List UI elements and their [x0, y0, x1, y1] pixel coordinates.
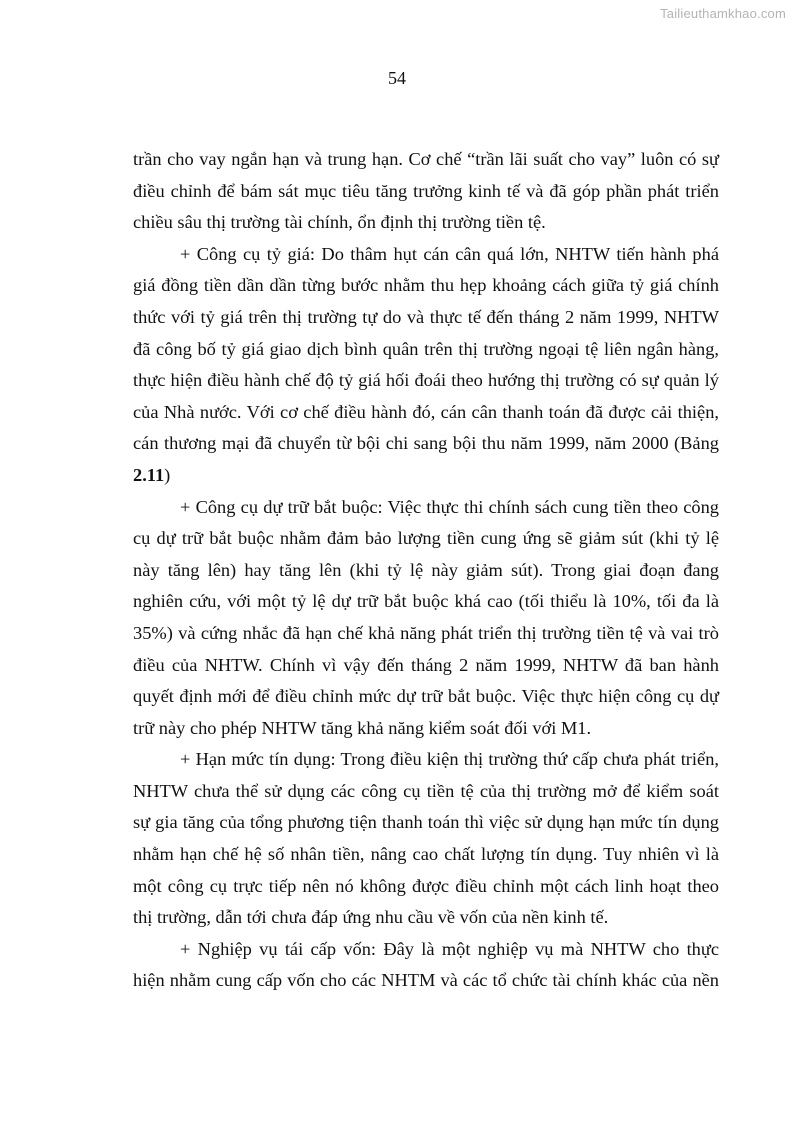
text-line: chiều sâu thị trường tài chính, ổn định thị trường tiền tệ. [133, 212, 546, 233]
text-line: trữ này cho phép NHTW tăng khả năng kiểm soát đối với M1. [133, 717, 592, 738]
table-reference: 2.11 [133, 464, 165, 485]
text-line: cụ dự trữ bắt buộc nhằm đảm bảo lượng tiền cung ứng sẽ giảm sút (khi tỷ lệ [133, 528, 719, 549]
watermark: Tailieuthamkhao.com [660, 6, 786, 21]
text-line [133, 460, 719, 492]
paragraph-start-line: + Nghiệp vụ tái cấp vốn: Đây là một nghiệp vụ mà NHTW cho thực [180, 938, 719, 959]
text-line: điều của NHTW. Chính vì vậy đến tháng 2 năm 1999, NHTW đã ban hành [133, 654, 719, 675]
text-line: sự gia tăng của tổng phương tiện thanh toán thì việc sử dụng hạn mức tín dụng [133, 812, 719, 833]
text-line: đã công bố tỷ giá giao dịch bình quân trên thị trường ngoại tệ liên ngân hàng, [133, 338, 719, 359]
text-line: nhằm hạn chế hệ số nhân tiền, nâng cao chất lượng tín dụng. Tuy nhiên vì là [133, 844, 719, 865]
text-line: nghiên cứu, với một tỷ lệ dự trữ bắt buộc khá cao (tối thiểu là 10%, tối đa là [133, 591, 719, 612]
text-line: thực hiện điều hành chế độ tỷ giá hối đoái theo hướng thị trường có sự quản lý [133, 370, 719, 391]
text-line: cán thương mại đã chuyển từ bội chi sang bội thu năm 1999, năm 2000 (Bảng [133, 433, 719, 454]
page-number: 54 [388, 68, 406, 88]
text-line: NHTW chưa thể sử dụng các công cụ tiền tệ của thị trường mở để kiểm soát [133, 780, 719, 801]
text-line: giá đồng tiền dần dần từng bước nhằm thu hẹp khoảng cách giữa tỷ giá chính [133, 275, 719, 296]
text-line: hiện nhằm cung cấp vốn cho các NHTM và các tổ chức tài chính khác của nền [133, 970, 719, 991]
paragraph-start-line: + Công cụ tỷ giá: Do thâm hụt cán cân quá lớn, NHTW tiến hành phá [180, 243, 719, 264]
text-line: 35%) và cứng nhắc đã hạn chế khả năng phát triển thị trường tiền tệ và vai trò [133, 622, 719, 643]
text-line: thức với tỷ giá trên thị trường tự do và thực tế đến tháng 2 năm 1999, NHTW [133, 306, 719, 327]
text-line: trần cho vay ngắn hạn và trung hạn. Cơ chế “trần lãi suất cho vay” luôn có sự [133, 149, 719, 169]
body-text [133, 144, 719, 997]
text-line: quyết định mới để điều chỉnh mức dự trữ bắt buộc. Việc thực hiện công cụ dự [133, 686, 719, 707]
text-line: một công cụ trực tiếp nên nó không được điều chỉnh một cách linh hoạt theo [133, 875, 719, 896]
closing-paren: ) [164, 464, 171, 485]
paragraph-start-line: + Hạn mức tín dụng: Trong điều kiện thị trường thứ cấp chưa phát triển, [180, 749, 719, 770]
text-line: điều chỉnh để bám sát mục tiêu tăng trưởng kinh tế và đã góp phần phát triển [133, 180, 719, 201]
text-line: thị trường, dẫn tới chưa đáp ứng nhu cầu về vốn của nền kinh tế. [133, 907, 609, 928]
text-line: của Nhà nước. Với cơ chế điều hành đó, cán cân thanh toán đã được cải thiện, [133, 401, 719, 422]
text-line: này tăng lên) hay tăng lên (khi tỷ lệ này giảm sút). Trong giai đoạn đang [133, 559, 719, 580]
paragraph-start-line: + Công cụ dự trữ bắt buộc: Việc thực thi chính sách cung tiền theo công [180, 496, 719, 517]
